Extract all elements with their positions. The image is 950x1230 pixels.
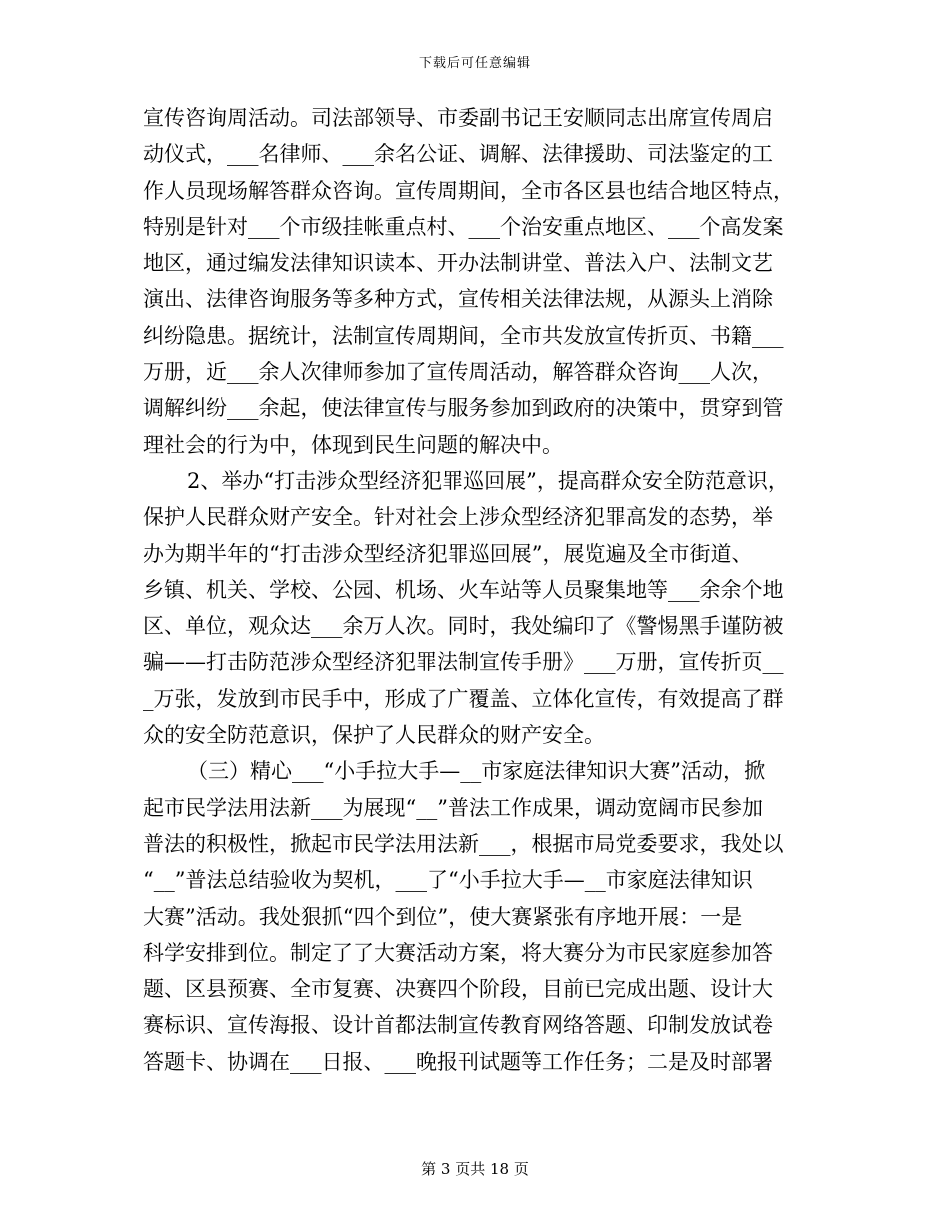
paragraph-start-line: 2、举办“打击涉众型经济犯罪巡回展”，提高群众安全防范意识，: [187, 468, 789, 493]
paragraph-start-line: （三）精心___“小手拉大手—__市家庭法律知识大赛”活动，掀: [187, 759, 765, 784]
body-line: 宣传咨询周活动。司法部领导、市委副书记王安顺同志出席宣传周启: [143, 106, 773, 130]
body-line: “__”普法总结验收为契机，___了“小手拉大手—__市家庭法律知识: [143, 868, 753, 893]
body-line: 起市民学法用法新___为展现“__”普法工作成果，调动宽阔市民参加: [143, 795, 763, 820]
body-line: 乡镇、机关、学校、公园、机场、火车站等人员聚集地等___余余个地: [143, 577, 784, 602]
body-line: 大赛”活动。我处狠抓“四个到位”，使大赛紧张有序地开展：一是: [143, 904, 743, 929]
body-line: 动仪式，___名律师、___余名公证、调解、法律援助、司法鉴定的工: [143, 142, 773, 167]
body-line: _万张，发放到市民手中，形成了广覆盖、立体化宣传，有效提高了群: [143, 686, 784, 711]
body-line: 赛标识、宣传海报、设计首都法制宣传教育网络答题、印制发放试卷: [143, 1013, 773, 1038]
body-line: 保护人民群众财产安全。针对社会上涉众型经济犯罪高发的态势，举: [143, 505, 773, 530]
body-line: 众的安全防范意识，保护了人民群众的财产安全。: [143, 723, 605, 748]
page-header: 下载后可任意编辑: [418, 56, 531, 71]
body-line: 理社会的行为中，体现到民生问题的解决中。: [143, 432, 563, 457]
body-line: 纠纷隐患。据统计，法制宣传周期间，全市共发放宣传折页、书籍___: [143, 323, 784, 348]
body-line: 办为期半年的“打击涉众型经济犯罪巡回展”，展览遍及全市街道、: [143, 541, 753, 566]
document-body: [143, 100, 808, 1080]
body-line: 演出、法律咨询服务等多种方式，宣传相关法律法规，从源头上消除: [143, 287, 773, 312]
body-line: 科学安排到位。制定了了大赛活动方案，将大赛分为市民家庭参加答: [143, 940, 773, 965]
page-footer: 第 3 页共 18 页: [421, 1160, 529, 1178]
body-line: 特别是针对___个市级挂帐重点村、___个治安重点地区、___个高发案: [143, 214, 784, 239]
body-line: 调解纠纷___余起，使法律宣传与服务参加到政府的决策中，贯穿到管: [143, 396, 784, 421]
body-line: 普法的积极性，掀起市民学法用法新___，根据市局党委要求，我处以: [143, 831, 784, 856]
body-line: 作人员现场解答群众咨询。宣传周期间，全市各区县也结合地区特点，: [143, 178, 794, 203]
body-line: 万册，近___余人次律师参加了宣传周活动，解答群众咨询___人次，: [143, 360, 773, 385]
body-line: 骗——打击防范涉众型经济犯罪法制宣传手册》___万册，宣传折页__: [143, 650, 784, 675]
body-line: 题、区县预赛、全市复赛、决赛四个阶段，目前已完成出题、设计大: [143, 977, 773, 1002]
body-line: 地区，通过编发法律知识读本、开办法制讲堂、普法入户、法制文艺: [143, 251, 773, 276]
body-line: 答题卡、协调在___日报、___晚报刊试题等工作任务；二是及时部署: [143, 1049, 773, 1074]
body-line: 区、单位，观众达___余万人次。同时，我处编印了《警惕黑手谨防被: [143, 614, 784, 639]
